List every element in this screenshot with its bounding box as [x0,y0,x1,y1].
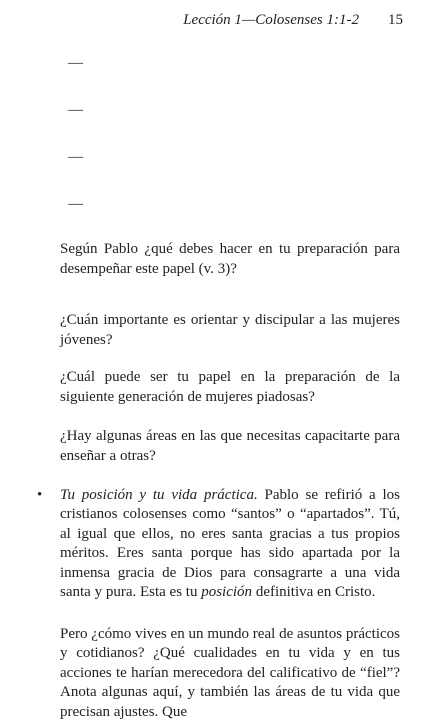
bullet-paragraph [60,486,400,602]
running-title: Lección 1—Colosenses 1:1-2 [183,12,359,28]
page-number: 15 [388,12,403,28]
bullet-emphasis: posición [201,584,253,601]
answer-blank-4: — [68,196,83,212]
bullet-heading: Tu posición y tu vida práctica. [60,487,258,503]
body-paragraph: Pero ¿cómo vives en un mundo real de asuntos prácticos y cotidianos? ¿Qué cualidades en tu vida y en tus acciones te harían merecedora del calificativo de “fiel”? Anota algunas aquí, y también las áreas de tu vida que precisan ajustes. Que [60,626,400,720]
answer-blank-3: — [68,149,83,165]
bullet-marker: • [37,487,43,503]
bullet-text-part-1: Pablo se refirió a los cristianos colosenses como “santos” o “apartados”. Tú, al igual que ellos, no eres santa gracias a tus propios méritos. Eres santa porque has sido apartada por la inmensa gracia de Dios para consagrarte a una vida santa y pura. Esta es tu [60,487,400,601]
running-head [0,12,443,32]
question-3: ¿Cuál puede ser tu papel en la preparación de la siguiente generación de mujeres piadosas? [60,369,400,405]
bullet-text-part-2: definitiva en Cristo. [252,584,376,601]
answer-blank-2: — [68,102,83,118]
question-4: ¿Hay algunas áreas en las que necesitas capacitarte para enseñar a otras? [60,428,400,464]
question-2: ¿Cuán importante es orientar y discipular a las mujeres jóvenes? [60,312,400,348]
question-1: Según Pablo ¿qué debes hacer en tu preparación para desempeñar este papel (v. 3)? [60,241,400,277]
answer-blank-1: — [68,55,83,71]
bullet-section-position [37,486,400,602]
